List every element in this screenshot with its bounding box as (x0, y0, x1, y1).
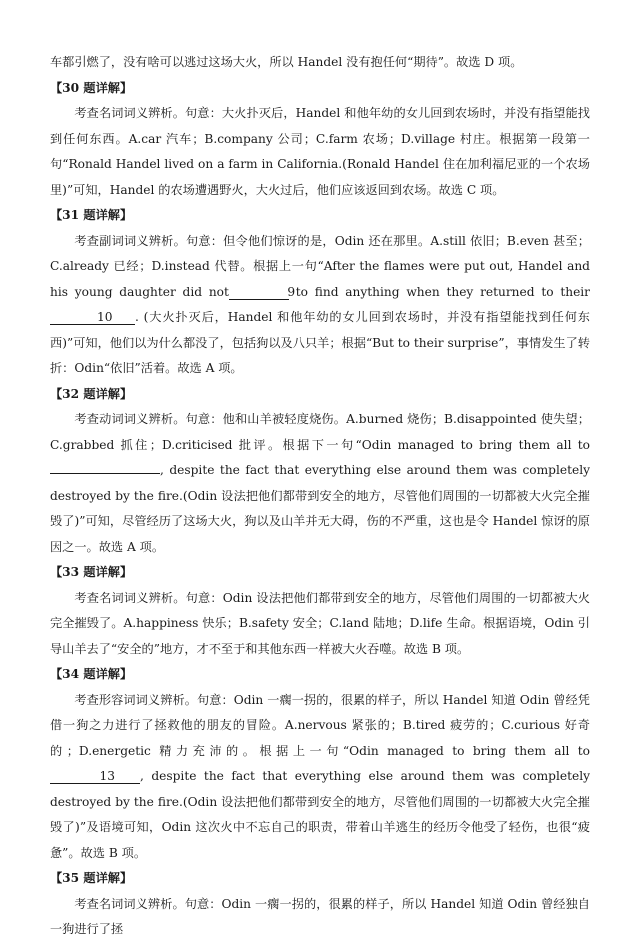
explanation-31 (50, 229, 590, 382)
blank-13 (50, 769, 140, 784)
blank-9 (229, 284, 296, 300)
explanation-31-part-c: . (大火扑灭后，Handel 和他年幼的女儿回到农场时，并没有指望能找到任何东西)”可知，他们以为什么都没了，包括狗以及八只羊；根据“But to their surprise”，事情发生了转折：Odin“依旧”活着。故选 A 项。 (50, 310, 590, 375)
explanation-34-part-a: 考查形容词词义辨析。句意：Odin 一瘸一拐的，很累的样子，所以 Handel 知道 Odin 曾经凭借一狗之力进行了拯救他的朋友的冒险。A.nervous 紧张的；B.tired 疲劳的；C.curious 好奇的；D.energetic 精力充沛的。根据上一句“Odin managed to bring them all to (50, 692, 590, 758)
explanation-32-part-a: 考查动词词义辨析。句意：他和山羊被轻度烧伤。A.burned 烧伤；B.disappointed 使失望；C.grabbed 抓住；D.criticised 批评。根据下一句“Odin managed to bring them all to (50, 412, 590, 452)
blank-13-empty (50, 473, 160, 474)
explanation-31-part-b: to find anything when they returned to their (295, 284, 591, 299)
heading-31: 【31 题详解】 (50, 208, 133, 222)
blank-10-number: 10 (96, 310, 113, 324)
explanation-33: 考查名词词义辨析。句意：Odin 设法把他们都带到安全的地方，尽管他们周围的一切都被大火完全摧毁了。A.happiness 快乐；B.safety 安全；C.land 陆地；D.life 生命。根据语境，Odin 引导山羊去了“安全的”地方，才不至于和其他东西一样被大火吞噬。故选 B 项。 (50, 590, 590, 656)
explanation-34 (50, 688, 590, 867)
heading-35: 【35 题详解】 (50, 871, 133, 885)
blank-9-number: 9 (287, 284, 296, 299)
explanation-31-part-a: 考查副词词义辨析。句意：但令他们惊讶的是，Odin 还在那里。A.still 依旧；B.even 甚至；C.already 已经；D.instead 代替。根据上一句“After the flames were put out, Handel and his young daughter did not (50, 233, 590, 299)
explanation-30: 考查名词词义辨析。句意：大火扑灭后，Handel 和他年幼的女儿回到农场时，并没有指望能找到任何东西。A.car 汽车；B.company 公司；C.farm 农场；D.village 村庄。根据第一段第一句“Ronald Handel lived on a farm in California.(Ronald Handel 住在加利福尼亚的一个农场里)”可知，Handel 的农场遭遇野火，大火过后，他们应该返回到农场。故选 C 项。 (50, 106, 590, 197)
explanation-32-part-b: , despite the fact that everything else around them was completely destroyed by the fire.(Odin 设法把他们都带到安全的地方，尽管他们周围的一切都被大火完全摧毁了)”可知，尽管经历了这场大火，狗以及山羊并无大碍，伤的不严重，这也是令 Handel 惊讶的原因之一。故选 A 项。 (50, 463, 590, 554)
explanation-35: 考查名词词义辨析。句意：Odin 一瘸一拐的，很累的样子，所以 Handel 知道 Odin 曾经独自一狗进行了拯 (50, 896, 590, 936)
blank-10 (50, 310, 135, 325)
paragraph-29-end: 车都引燃了，没有啥可以逃过这场大火，所以 Handel 没有抱任何“期待”。故选 D 项。 (50, 55, 523, 69)
explanation-34-part-b: , despite the fact that everything else around them was completely destroyed by the fire.(Odin 设法把他们都带到安全的地方，尽管他们周围的一切都被大火完全摧毁了)”及语境可知，Odin 这次火中不忘自己的职责，带着山羊逃生的经历令他受了轻伤，也很“疲惫”。故选 B 项。 (50, 769, 590, 860)
heading-32: 【32 题详解】 (50, 386, 133, 401)
heading-33: 【33 题详解】 (50, 565, 133, 579)
heading-30: 【30 题详解】 (50, 80, 133, 95)
blank-13-number: 13 (99, 769, 115, 783)
explanation-32 (50, 407, 590, 560)
heading-34: 【34 题详解】 (50, 667, 133, 681)
